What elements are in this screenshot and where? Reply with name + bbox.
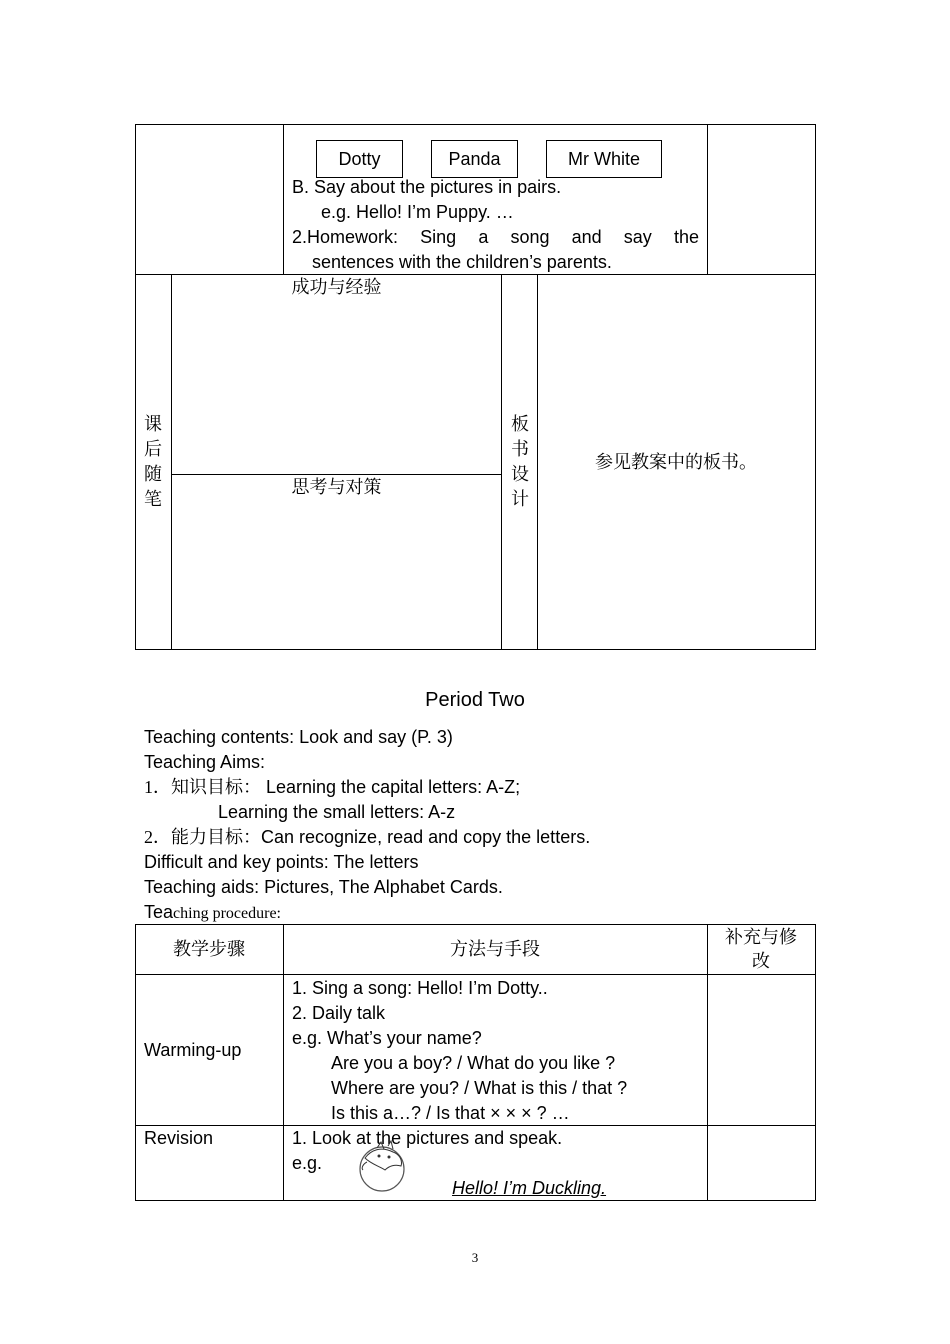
aim-1-prefix: 1．知识目标： xyxy=(144,777,261,797)
aim-2-text: Can recognize, read and copy the letters. xyxy=(261,827,591,847)
speech-hello-duckling: Hello! I’m Duckling. xyxy=(452,1178,607,1198)
revision-eg: e.g. xyxy=(292,1153,323,1173)
warm-line: Are you a boy? / What do you like ? xyxy=(331,1053,616,1073)
warm-line: 1. Sing a song: Hello! I’m Dotty.. xyxy=(292,978,548,998)
aim-2-prefix: 2．能力目标： xyxy=(144,827,261,847)
homework-word: say xyxy=(623,227,652,247)
name-box-dotty: Dotty xyxy=(316,140,403,178)
success-experience-label: 成功与经验 xyxy=(291,277,382,297)
homework-line xyxy=(292,225,699,250)
name-box-panda: Panda xyxy=(431,140,518,178)
header-teaching-steps: 教学步骤 xyxy=(173,939,245,959)
homework-line-2: sentences with the children’s parents. xyxy=(312,252,612,272)
duckling-picture-icon xyxy=(355,1140,409,1192)
aim-1-text: Learning the capital letters: A-Z; xyxy=(261,777,521,797)
period-title: Period Two xyxy=(425,689,525,711)
reflection-label: 思考与对策 xyxy=(291,477,382,497)
homework-word: the xyxy=(673,227,699,247)
warm-line: 2. Daily talk xyxy=(292,1003,386,1023)
homework-word: and xyxy=(571,227,602,247)
board-design-text: 参见教案中的板书。 xyxy=(595,452,757,472)
warming-up-label: Warming-up xyxy=(144,1040,242,1060)
activity-b-example: e.g. Hello! I’m Puppy. … xyxy=(321,202,514,222)
page-number: 3 xyxy=(471,1250,479,1265)
teaching-aids: Teaching aids: Pictures, The Alphabet Cards. xyxy=(144,877,503,897)
name-box-mr-white: Mr White xyxy=(546,140,662,178)
warm-line: Where are you? / What is this / that ? xyxy=(331,1078,628,1098)
teaching-contents: Teaching contents: Look and say (P. 3) xyxy=(144,727,453,747)
header-methods: 方法与手段 xyxy=(450,939,540,959)
revision-line: 1. Look at the pictures and speak. xyxy=(292,1128,563,1148)
activity-b-line: B. Say about the pictures in pairs. xyxy=(292,177,562,197)
aim-1-line-2: Learning the small letters: A-z xyxy=(218,802,456,822)
aim-2 xyxy=(144,825,590,850)
teaching-aims-label: Teaching Aims: xyxy=(144,752,266,772)
teaching-procedure-label: Teaching procedure: xyxy=(144,902,281,922)
homework-word: 2.Homework: xyxy=(292,227,399,247)
homework-word: Sing xyxy=(420,227,457,247)
header-supplement: 补充与修改 xyxy=(725,927,797,971)
aim-1 xyxy=(144,775,520,800)
warm-line: Is this a…? / Is that × × × ? … xyxy=(331,1103,570,1123)
board-design-label: 板 书 设 计 xyxy=(511,414,529,509)
warm-line: e.g. What’s your name? xyxy=(292,1028,482,1048)
revision-label: Revision xyxy=(144,1128,214,1148)
homework-word: a xyxy=(478,227,489,247)
after-class-notes-label: 课 后 随 笔 xyxy=(144,414,162,509)
difficult-points: Difficult and key points: The letters xyxy=(144,852,419,872)
homework-word: song xyxy=(510,227,550,247)
